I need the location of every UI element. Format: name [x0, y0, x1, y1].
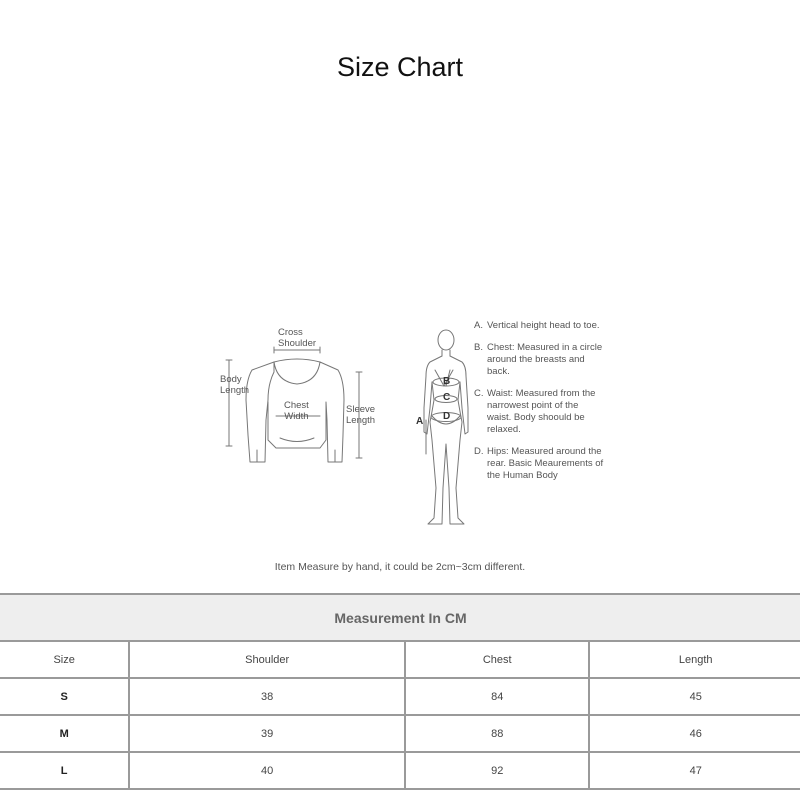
- legend-text: Hips: Measured around the rear. Basic Meaurements of the Human Body: [487, 446, 604, 481]
- measurement-note: Item Measure by hand, it could be 2cm~3cm different.: [274, 561, 526, 573]
- measurement-legend: [474, 320, 604, 492]
- table-caption: Measurement In CM: [0, 595, 800, 640]
- chest-width-label: Chest Width: [284, 400, 309, 422]
- legend-key: B.: [474, 342, 483, 353]
- legend-key: C.: [474, 388, 484, 399]
- chest-cell: 92: [406, 753, 588, 788]
- length-cell: 46: [590, 716, 800, 751]
- legend-text: Vertical height head to toe.: [487, 320, 600, 331]
- marker-c: C: [443, 392, 451, 403]
- sleeve-length-label: Sleeve Length: [346, 404, 376, 426]
- legend-item-c: [474, 388, 604, 436]
- shoulder-cell: 38: [130, 679, 404, 714]
- header-length: Length: [590, 642, 800, 677]
- body-length-label: Body Length: [220, 374, 250, 396]
- header-size: Size: [0, 642, 128, 677]
- marker-b: B: [443, 376, 451, 387]
- chest-cell: 84: [406, 679, 588, 714]
- chest-cell: 88: [406, 716, 588, 751]
- legend-item-b: [474, 342, 604, 378]
- measurement-diagram: [210, 320, 604, 550]
- legend-key: D.: [474, 446, 484, 457]
- table-row: [0, 716, 800, 751]
- marker-a: A: [416, 416, 424, 427]
- size-cell: S: [0, 679, 128, 714]
- size-cell: M: [0, 716, 128, 751]
- table-header-row: [0, 642, 800, 677]
- table-row: [0, 753, 800, 788]
- table-row: [0, 679, 800, 714]
- legend-key: A.: [474, 320, 483, 331]
- size-cell: L: [0, 753, 128, 788]
- cross-shoulder-label: Cross Shoulder: [278, 327, 317, 349]
- shoulder-cell: 39: [130, 716, 404, 751]
- size-table: [0, 593, 800, 790]
- length-cell: 45: [590, 679, 800, 714]
- page-title: Size Chart: [336, 52, 464, 82]
- length-cell: 47: [590, 753, 800, 788]
- header-shoulder: Shoulder: [130, 642, 404, 677]
- legend-text: Chest: Measured in a circle around the breasts and back.: [487, 342, 603, 377]
- header-chest: Chest: [406, 642, 588, 677]
- body-figure: [424, 330, 468, 524]
- table-caption-row: [0, 595, 800, 640]
- shoulder-cell: 40: [130, 753, 404, 788]
- legend-text: Waist: Measured from the narrowest point of the waist. Body shoould be relaxed.: [487, 388, 596, 435]
- marker-d: D: [443, 411, 451, 422]
- legend-item-a: [474, 320, 604, 332]
- legend-item-d: [474, 446, 604, 482]
